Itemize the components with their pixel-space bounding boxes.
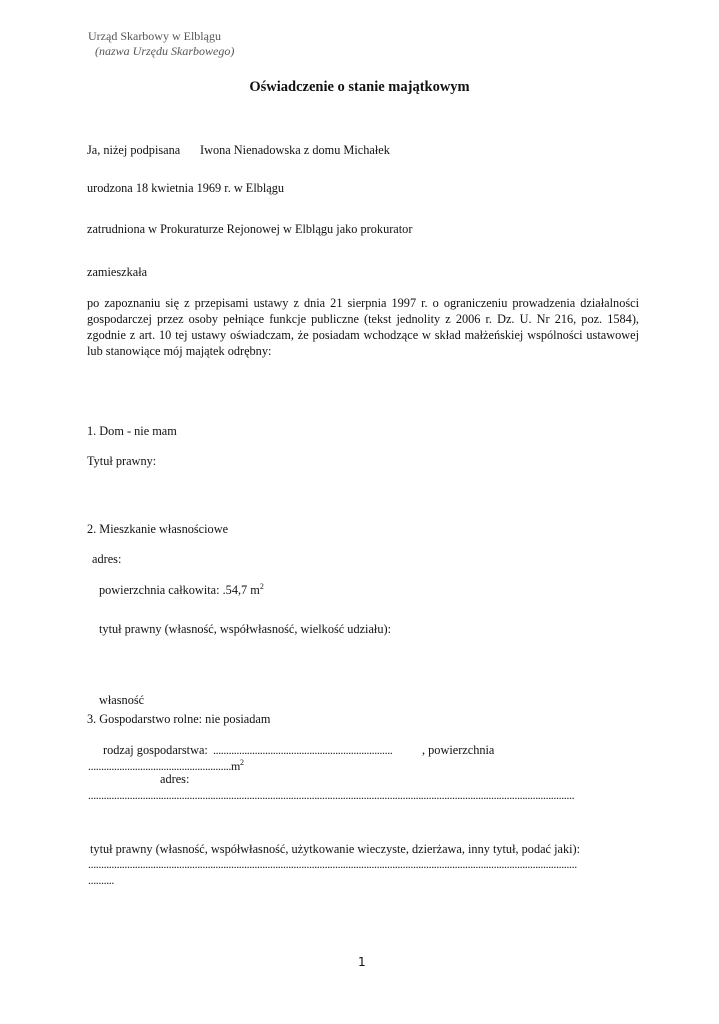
farm-area-dots: .......................................................m [88, 759, 240, 773]
birth-info: urodzona 18 kwietnia 1969 r. w Elblągu [87, 181, 285, 195]
farm-type-label: rodzaj gospodarstwa: [103, 743, 208, 757]
farm-title-label: tytuł prawny (własność, współwłasność, użytkowanie wieczyste, dzierżawa, inny tytuł, podać jaki): [90, 842, 581, 856]
office-name: Urząd Skarbowy w Elblągu [88, 29, 221, 43]
apartment-area [99, 583, 264, 598]
farm-area-superscript: 2 [239, 757, 244, 767]
declaration-paragraph: po zapoznaniu się z przepisami ustawy z dnia 21 sierpnia 1997 r. o ograniczeniu prowadzenia działalności gospodarczej przez osoby pełniące funkcje publiczne (tekst jednolity z 2006 r. Dz. U. Nr 216, poz. 1584), zgodnie z art. 10 tej ustawy oświadczam, że posiadam wchodzące w skład małżeńskiej wspólności ustawowej lub stanowiące mój majątek odrębny: [87, 296, 639, 358]
house-heading: 1. Dom - nie mam [87, 424, 177, 438]
house-title-label: Tytuł prawny: [87, 454, 157, 468]
farm-area-label: , powierzchnia [422, 743, 495, 757]
apartment-area-text: powierzchnia całkowita: .54,7 m [99, 583, 260, 597]
employment-info: zatrudniona w Prokuraturze Rejonowej w Elblągu jako prokurator [87, 222, 413, 236]
farm-title-dots-1: ............................................................................................................................................................................................ [88, 857, 577, 871]
apartment-title-label: tytuł prawny (własność, współwłasność, wielkość udziału): [99, 622, 391, 636]
farm-type-dots: ..................................................................... [213, 743, 393, 757]
farm-heading: 3. Gospodarstwo rolne: nie posiadam [87, 712, 271, 726]
area-unit-superscript: 2 [259, 581, 264, 591]
page-number: 1 [358, 955, 366, 969]
signer-name: Iwona Nienadowska z domu Michałek [200, 143, 390, 157]
signer-label: Ja, niżej podpisana [87, 143, 181, 157]
apartment-heading: 2. Mieszkanie własnościowe [87, 522, 229, 536]
office-caption: (nazwa Urzędu Skarbowego) [95, 44, 235, 58]
farm-address-dots: ........................................................................................................................................................................................... [88, 788, 575, 802]
residence-label: zamieszkała [87, 265, 148, 279]
farm-address-label: adres: [160, 772, 190, 786]
farm-title-dots-2: .......... [88, 873, 115, 887]
apartment-title-value: własność [99, 693, 145, 707]
apartment-address-label: adres: [92, 552, 122, 566]
document-title: Oświadczenie o stanie majątkowym [249, 79, 470, 95]
